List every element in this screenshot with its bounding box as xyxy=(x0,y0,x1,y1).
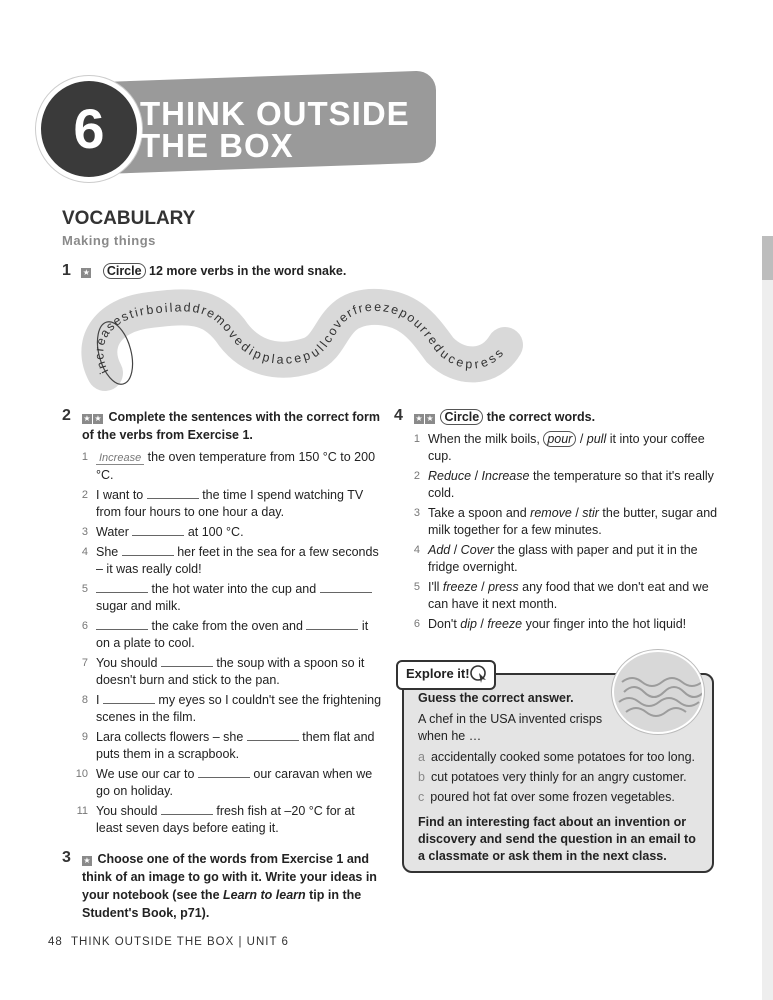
item-text: She xyxy=(96,545,122,560)
exercise-item xyxy=(62,524,382,541)
exercise-item xyxy=(62,544,382,578)
item-text: the oven temperature from 150 °C to 200 °C. xyxy=(96,450,376,483)
unit-title-line1: THINK OUTSIDE xyxy=(140,95,410,132)
item-text: our caravan when we go on holiday. xyxy=(96,767,373,799)
option-separator: / xyxy=(477,580,489,595)
answer-gap[interactable] xyxy=(96,618,148,630)
unit-title-line2: THE BOX xyxy=(140,127,294,164)
item-text: We use our car to xyxy=(96,767,198,782)
exercise-instruction: Complete the sentences with the correct form of the verbs from Exercise 1. xyxy=(82,410,381,443)
item-text: the temperature so that it's really cold. xyxy=(428,469,714,501)
item-text: You should xyxy=(96,656,161,671)
item-number: 3 xyxy=(81,526,88,539)
item-text: Take a spoon and xyxy=(428,506,531,521)
exercise-item xyxy=(62,692,382,726)
exercise-item xyxy=(62,729,382,763)
difficulty-stars xyxy=(82,850,93,868)
answer-gap[interactable] xyxy=(198,766,250,778)
item-text: I xyxy=(96,693,103,708)
answer-gap[interactable] xyxy=(122,544,174,556)
star-icon: ★ xyxy=(94,414,102,423)
exercise-item xyxy=(62,803,382,837)
item-number: 11 xyxy=(76,805,88,818)
exercise-item xyxy=(394,468,724,502)
item-number: 4 xyxy=(413,544,420,557)
option-letter: c xyxy=(418,790,425,804)
item-number: 2 xyxy=(413,470,420,483)
exercise-instruction: the correct words. xyxy=(486,410,596,425)
section-title: VOCABULARY xyxy=(62,208,196,229)
item-text: I'll xyxy=(428,580,443,595)
item-text: the soup with a spoon so it doesn't burn and stick to the pan. xyxy=(96,656,365,688)
star-icon: ★ xyxy=(83,414,91,423)
option-word[interactable]: pull xyxy=(586,432,607,447)
option-word[interactable]: stir xyxy=(582,506,599,521)
magnifier-cursor-icon xyxy=(468,664,490,684)
option-word[interactable]: press xyxy=(488,580,519,595)
option-text: cut potatoes very thinly for an angry customer. xyxy=(430,770,687,784)
option-word[interactable]: Reduce xyxy=(428,469,472,484)
item-number: 6 xyxy=(81,620,88,633)
answer-option[interactable] xyxy=(418,789,708,806)
answer-gap[interactable] xyxy=(320,581,372,593)
option-separator: / xyxy=(571,506,583,521)
item-number: 2 xyxy=(81,489,88,502)
item-text: the cake from the oven and xyxy=(148,619,307,634)
exercise-item xyxy=(62,487,382,521)
instruction-part: Choose one of the words from Exercise 1 and think of an image to go with it. Write your ideas in your notebook (see the xyxy=(82,852,377,903)
item-text: the hot water into the cup and xyxy=(148,582,320,597)
exercise-1-header xyxy=(62,262,346,280)
option-word[interactable]: Add xyxy=(428,543,451,558)
answer-option[interactable] xyxy=(418,769,708,786)
difficulty-stars xyxy=(414,408,436,426)
exercise-number: 2 xyxy=(62,407,71,424)
answer-gap[interactable] xyxy=(132,524,184,536)
item-text: any food that we don't eat and we can have it next month. xyxy=(428,580,709,612)
exercise-number: 3 xyxy=(62,849,71,866)
item-number: 5 xyxy=(81,583,88,596)
explore-task: Find an interesting fact about an invention or discovery and send the question in an email to a classmate or ask them in the next class. xyxy=(418,815,696,863)
star-icon: ★ xyxy=(83,856,91,865)
difficulty-stars xyxy=(81,262,92,280)
item-number: 5 xyxy=(413,581,420,594)
page-footer xyxy=(48,936,289,948)
circle-keyword: Circle xyxy=(440,409,483,425)
item-number: 6 xyxy=(413,618,420,631)
item-text: You should xyxy=(96,804,161,819)
option-separator: / xyxy=(450,543,461,558)
exercise-item xyxy=(394,505,724,539)
instruction-emphasis: Learn to learn xyxy=(223,888,306,903)
item-text: it on a plate to cool. xyxy=(96,619,369,651)
option-separator: / xyxy=(471,469,482,484)
item-number: 10 xyxy=(75,768,88,781)
item-text: them flat and puts them in a scrapbook. xyxy=(96,730,375,762)
unit-title xyxy=(140,95,410,164)
instruction-part: tip in the Student's Book, p71). xyxy=(82,888,362,921)
exercise-item xyxy=(62,655,382,689)
item-text: Lara collects flowers – she xyxy=(96,730,247,745)
item-number: 3 xyxy=(413,507,420,520)
option-text: poured hot fat over some frozen vegetables. xyxy=(430,790,675,804)
option-separator: / xyxy=(576,432,587,447)
scrollbar-thumb[interactable] xyxy=(762,236,773,280)
item-text: it into your coffee cup. xyxy=(428,432,705,464)
option-separator: / xyxy=(476,617,488,632)
item-text: fresh fish at –20 °C for at least seven days before eating it. xyxy=(96,804,355,836)
exercise-instruction: 12 more verbs in the word snake. xyxy=(149,264,347,279)
item-text: I want to xyxy=(96,488,147,503)
exercise-4 xyxy=(394,408,724,636)
item-text: Don't xyxy=(428,617,461,632)
explore-tab-label: Explore it! xyxy=(406,666,470,681)
exercise-item xyxy=(62,581,382,615)
option-word[interactable]: freeze xyxy=(442,580,478,595)
unit-number: 6 xyxy=(73,97,105,160)
exercise-2 xyxy=(62,408,382,840)
exercise-item xyxy=(394,616,724,633)
item-text: your finger into the hot liquid! xyxy=(522,617,687,632)
example-answer: Increase xyxy=(96,452,144,465)
explore-options xyxy=(418,749,708,809)
option-word[interactable]: Cover xyxy=(460,543,495,558)
exercise-item xyxy=(62,766,382,800)
item-number: 8 xyxy=(81,694,88,707)
exercise-4-items xyxy=(394,431,724,633)
answer-gap[interactable] xyxy=(161,803,213,815)
option-word[interactable]: pour xyxy=(543,431,576,447)
star-icon: ★ xyxy=(426,414,434,423)
item-text: my eyes so I couldn't see the frightening scenes in the film. xyxy=(96,693,382,725)
star-icon: ★ xyxy=(415,414,423,423)
scrollbar-track[interactable] xyxy=(762,236,773,1000)
word-snake-letters: increasestirboiladdremovedipplacepullcoverfreezepourreducepress xyxy=(92,299,508,376)
circle-keyword: Circle xyxy=(103,263,146,279)
section-subtitle: Making things xyxy=(62,233,156,248)
option-letter: b xyxy=(418,770,425,784)
crisps-photo xyxy=(612,650,704,734)
item-text: her feet in the sea for a few seconds – it was really cold! xyxy=(96,545,379,577)
footer-text: THINK OUTSIDE THE BOX | UNIT 6 xyxy=(71,936,289,948)
answer-gap[interactable] xyxy=(147,487,199,499)
option-word[interactable]: Increase xyxy=(481,469,530,484)
exercise-item xyxy=(394,431,724,465)
exercise-item xyxy=(394,542,724,576)
option-word[interactable]: freeze xyxy=(487,617,523,632)
item-number: 9 xyxy=(81,731,88,744)
option-word[interactable]: remove xyxy=(530,506,572,521)
exercise-item xyxy=(394,579,724,613)
exercise-item xyxy=(62,618,382,652)
word-snake xyxy=(80,285,530,395)
page-number: 48 xyxy=(48,936,63,948)
item-text: When the milk boils, xyxy=(428,432,544,447)
item-number: 1 xyxy=(413,433,420,446)
item-text: Water xyxy=(96,525,133,540)
answer-gap[interactable] xyxy=(96,581,148,593)
answer-option[interactable] xyxy=(418,749,708,766)
exercise-number: 4 xyxy=(394,407,403,424)
item-number: 1 xyxy=(81,451,88,464)
exercise-3 xyxy=(62,850,382,922)
option-text: accidentally cooked some potatoes for too long. xyxy=(430,750,696,764)
option-word[interactable]: dip xyxy=(460,617,477,632)
item-text: at 100 °C. xyxy=(184,525,244,540)
answer-gap[interactable] xyxy=(103,692,155,704)
item-text: the glass with paper and put it in the fridge overnight. xyxy=(428,543,698,575)
explore-question: A chef in the USA invented crisps when he … xyxy=(418,712,603,743)
answer-gap[interactable] xyxy=(306,618,358,630)
option-letter: a xyxy=(418,750,425,764)
item-text: sugar and milk. xyxy=(96,599,181,614)
item-text: the time I spend watching TV from four hours to one hour a day. xyxy=(96,488,364,520)
answer-gap[interactable] xyxy=(161,655,213,667)
answer-gap[interactable] xyxy=(247,729,299,741)
explore-tab xyxy=(396,660,496,690)
exercise-2-items xyxy=(62,449,382,837)
exercise-number: 1 xyxy=(62,262,71,280)
difficulty-stars xyxy=(82,408,104,426)
explore-question-title: Guess the correct answer. xyxy=(418,691,574,705)
star-icon: ★ xyxy=(82,268,90,277)
exercise-item xyxy=(62,449,382,484)
item-number: 4 xyxy=(81,546,88,559)
item-text: the butter, sugar and milk together for a few minutes. xyxy=(428,506,718,538)
item-number: 7 xyxy=(81,657,88,670)
